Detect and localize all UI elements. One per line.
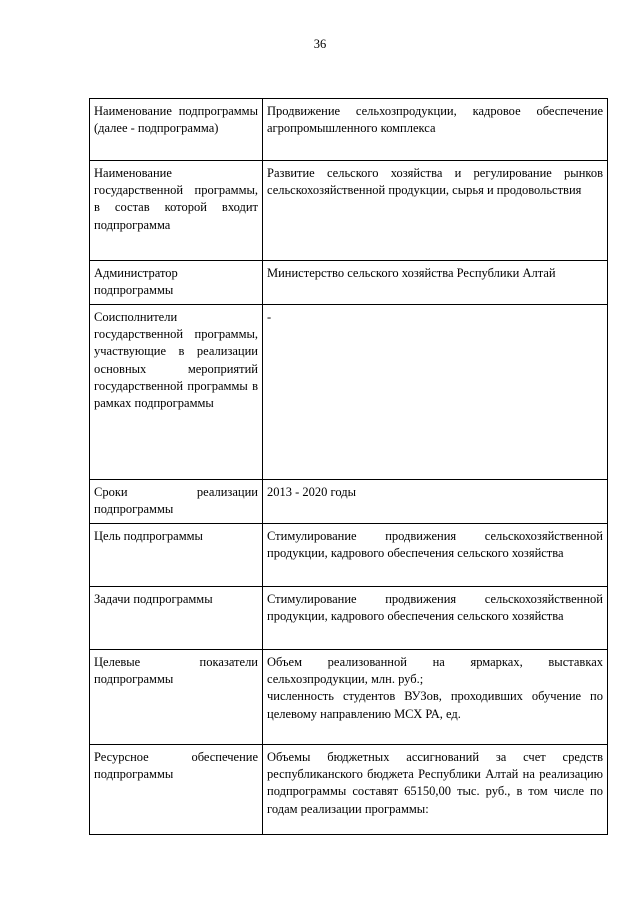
table-row	[90, 480, 608, 524]
row-label-tasks: Задачи подпрограммы	[90, 587, 263, 650]
row-label-subprogram-name: Наименование подпрограммы (далее - подпрограмма)	[90, 99, 263, 161]
row-value-subprogram-name: Продвижение сельхозпродукции, кадровое обеспечение агропромышленного комплекса	[263, 99, 608, 161]
table-row	[90, 524, 608, 587]
subprogram-passport-table	[89, 98, 608, 835]
row-value-target-indicators	[263, 650, 608, 745]
row-value-goal: Стимулирование продвижения сельскохозяйственной продукции, кадрового обеспечения сельского хозяйства	[263, 524, 608, 587]
row-value-resource-support: Объемы бюджетных ассигнований за счет средств республиканского бюджета Республики Алтай на реализацию подпрограммы составят 65150,00 тыс. руб., в том числе по годам реализации программы:	[263, 745, 608, 835]
table-row	[90, 650, 608, 745]
row-value-co-executors: -	[263, 305, 608, 480]
row-label-state-program: Наименование государственной программы, в состав которой входит подпрограмма	[90, 161, 263, 261]
page-number: 36	[313, 37, 327, 51]
row-value-tasks: Стимулирование продвижения сельскохозяйственной продукции, кадрового обеспечения сельского хозяйства	[263, 587, 608, 650]
row-label-administrator: Администратор подпрограммы	[90, 261, 263, 305]
table-row	[90, 305, 608, 480]
row-label-resource-support: Ресурсное обеспечение подпрограммы	[90, 745, 263, 835]
row-value-timeline: 2013 - 2020 годы	[263, 480, 608, 524]
row-label-target-indicators: Целевые показатели подпрограммы	[90, 650, 263, 745]
table-row	[90, 261, 608, 305]
row-label-timeline: Сроки реализации подпрограммы	[90, 480, 263, 524]
indicator-line: численность студентов ВУЗов, проходивших обучение по целевому направлению МСХ РА, ед.	[267, 689, 603, 721]
row-label-goal: Цель подпрограммы	[90, 524, 263, 587]
row-label-co-executors: Соисполнители государственной программы, участвующие в реализации основных мероприятий государственной программы в рамках подпрограммы	[90, 305, 263, 480]
table-row	[90, 161, 608, 261]
indicator-line: Объем реализованной на ярмарках, выставках сельхозпродукции, млн. руб.;	[267, 655, 603, 687]
table-row	[90, 587, 608, 650]
table-row	[90, 745, 608, 835]
row-value-administrator: Министерство сельского хозяйства Республики Алтай	[263, 261, 608, 305]
table-row	[90, 99, 608, 161]
row-value-state-program: Развитие сельского хозяйства и регулирование рынков сельскохозяйственной продукции, сырья и продовольствия	[263, 161, 608, 261]
